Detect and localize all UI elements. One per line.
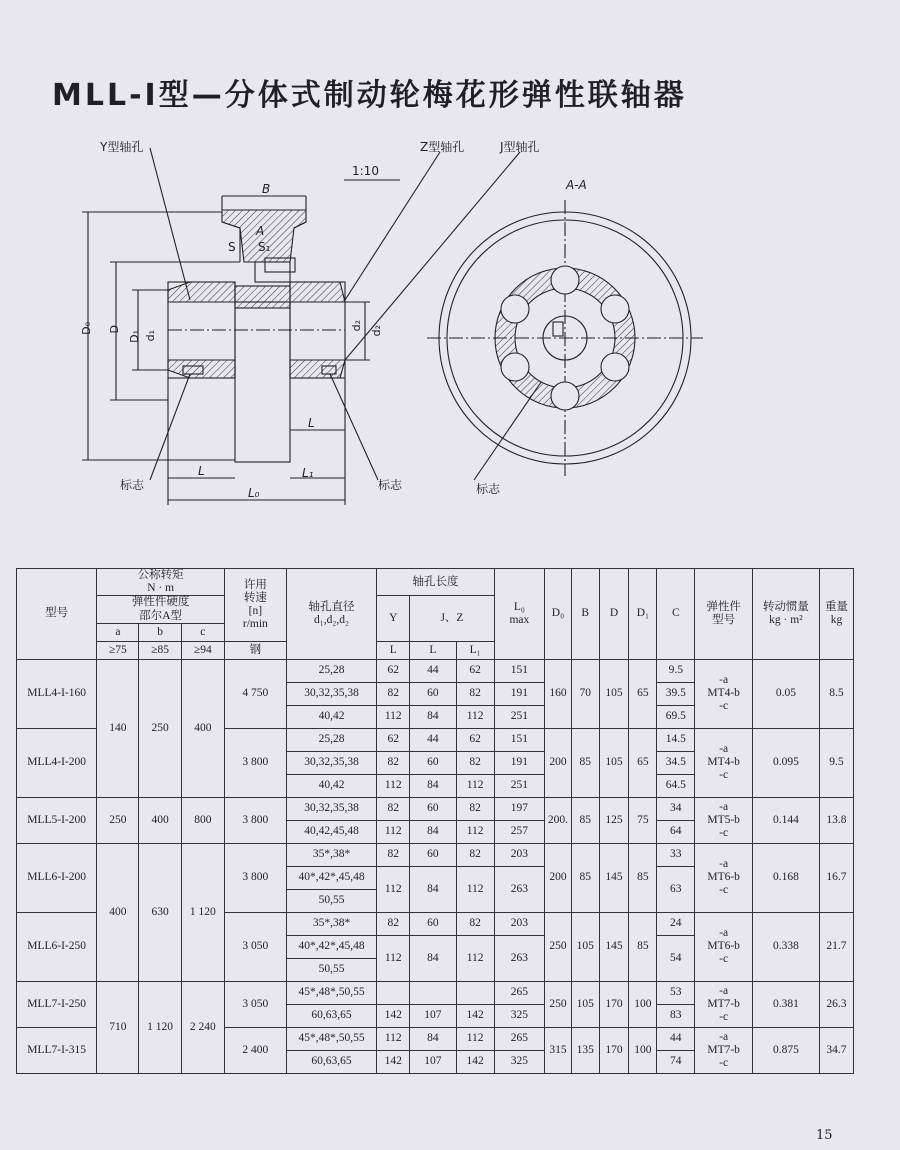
cell-bore: 40,42 bbox=[286, 774, 377, 797]
cell-j bbox=[410, 981, 456, 1004]
cell-inertia: 0.875 bbox=[752, 1027, 819, 1073]
cell-speed: 3 800 bbox=[224, 843, 286, 912]
th-d1: D₁ bbox=[629, 569, 657, 660]
cell-c: 33 bbox=[657, 843, 695, 866]
cell-j: 84 bbox=[410, 935, 456, 981]
label-d1: d₁ bbox=[144, 330, 157, 342]
cell-l0: 151 bbox=[494, 728, 544, 751]
cell-weight: 16.7 bbox=[819, 843, 853, 912]
cell-l1: 112 bbox=[456, 1027, 494, 1050]
th-d: D bbox=[599, 569, 629, 660]
cell-speed: 2 400 bbox=[224, 1027, 286, 1073]
label-d0: D₀ bbox=[80, 322, 93, 335]
cell-bore: 40*,42*,45,48 bbox=[286, 935, 377, 958]
label-mark-1: 标志 bbox=[120, 478, 145, 492]
cell-j: 107 bbox=[410, 1004, 456, 1027]
th-d0: D₀ bbox=[545, 569, 572, 660]
cell-j: 60 bbox=[410, 797, 456, 820]
cell-y: 112 bbox=[377, 866, 410, 912]
cell-weight: 8.5 bbox=[819, 659, 853, 728]
cell-torque-a: 710 bbox=[97, 981, 139, 1073]
cell-speed: 4 750 bbox=[224, 659, 286, 728]
th-bore: 轴孔直径 d₁,d₂,d₂ bbox=[286, 569, 377, 660]
cell-torque-a: 400 bbox=[97, 843, 139, 981]
th-y: Y bbox=[377, 596, 410, 641]
cell-l0: 251 bbox=[494, 774, 544, 797]
page-number: 15 bbox=[816, 1128, 833, 1143]
cell-j: 60 bbox=[410, 843, 456, 866]
cell-j: 60 bbox=[410, 912, 456, 935]
cell-d0: 200 bbox=[545, 843, 572, 912]
cell-l0: 263 bbox=[494, 935, 544, 981]
label-l0: L₀ bbox=[248, 486, 260, 500]
cell-b: 85 bbox=[571, 728, 599, 797]
cell-l0: 203 bbox=[494, 843, 544, 866]
cell-d1: 65 bbox=[629, 728, 657, 797]
cell-y: 62 bbox=[377, 659, 410, 682]
th-weight: 重量 kg bbox=[819, 569, 853, 660]
cell-torque-a: 250 bbox=[97, 797, 139, 843]
cell-model: MLL4-I-200 bbox=[17, 728, 97, 797]
cell-l1: 82 bbox=[456, 797, 494, 820]
cell-bore: 50,55 bbox=[286, 958, 377, 981]
cell-y: 112 bbox=[377, 705, 410, 728]
label-s1: S₁ bbox=[258, 240, 271, 254]
cell-c: 39.5 bbox=[657, 682, 695, 705]
cell-bore: 35*,38* bbox=[286, 843, 377, 866]
cell-l1: 82 bbox=[456, 843, 494, 866]
cell-c: 64 bbox=[657, 820, 695, 843]
cell-bore: 25,28 bbox=[286, 659, 377, 682]
cell-l0: 197 bbox=[494, 797, 544, 820]
cell-y: 142 bbox=[377, 1004, 410, 1027]
cell-d: 105 bbox=[599, 659, 629, 728]
cell-l1: 112 bbox=[456, 935, 494, 981]
th-hardness: 弹性件硬度 邵尔A型 bbox=[97, 596, 225, 623]
cell-c: 34 bbox=[657, 797, 695, 820]
cell-j: 84 bbox=[410, 866, 456, 912]
label-d1-big: D₁ bbox=[128, 330, 141, 343]
th-model: 型号 bbox=[17, 569, 97, 660]
cell-bore: 25,28 bbox=[286, 728, 377, 751]
cell-speed: 3 800 bbox=[224, 797, 286, 843]
th-speed: 许用 转速 [n] r/min bbox=[224, 569, 286, 642]
cell-y: 112 bbox=[377, 935, 410, 981]
cell-c: 64.5 bbox=[657, 774, 695, 797]
cell-torque-b: 400 bbox=[139, 797, 181, 843]
cell-j: 44 bbox=[410, 659, 456, 682]
cell-d1: 85 bbox=[629, 912, 657, 981]
cell-element: -a MT4-b -c bbox=[695, 659, 753, 728]
cell-d0: 250 bbox=[545, 981, 572, 1027]
cell-speed: 3 050 bbox=[224, 912, 286, 981]
cell-d1: 75 bbox=[629, 797, 657, 843]
cell-j: 84 bbox=[410, 820, 456, 843]
th-l-j: L bbox=[410, 641, 456, 659]
label-s: S bbox=[228, 240, 236, 254]
cell-c: 69.5 bbox=[657, 705, 695, 728]
page-title: MLL-I型—分体式制动轮梅花形弹性联轴器 bbox=[52, 78, 687, 113]
cell-inertia: 0.338 bbox=[752, 912, 819, 981]
cell-torque-b: 250 bbox=[139, 659, 181, 797]
th-l1: L₁ bbox=[456, 641, 494, 659]
cell-bore: 30,32,35,38 bbox=[286, 751, 377, 774]
cell-d1: 85 bbox=[629, 843, 657, 912]
label-d2: d₂ bbox=[350, 320, 363, 332]
cell-l0: 325 bbox=[494, 1004, 544, 1027]
label-a: A bbox=[256, 224, 265, 238]
cell-c: 74 bbox=[657, 1050, 695, 1073]
cell-d1: 100 bbox=[629, 1027, 657, 1073]
cell-torque-c: 400 bbox=[181, 659, 224, 797]
label-j-bore: J型轴孔 bbox=[500, 140, 540, 154]
cell-b: 105 bbox=[571, 912, 599, 981]
cell-l1: 112 bbox=[456, 820, 494, 843]
cell-l1: 112 bbox=[456, 705, 494, 728]
cell-l0: 251 bbox=[494, 705, 544, 728]
cell-c: 53 bbox=[657, 981, 695, 1004]
cell-l1: 112 bbox=[456, 866, 494, 912]
cell-y: 82 bbox=[377, 751, 410, 774]
cell-torque-a: 140 bbox=[97, 659, 139, 797]
cell-b: 105 bbox=[571, 981, 599, 1027]
cell-inertia: 0.095 bbox=[752, 728, 819, 797]
cell-j: 60 bbox=[410, 751, 456, 774]
cell-torque-b: 630 bbox=[139, 843, 181, 981]
cell-l0: 265 bbox=[494, 1027, 544, 1050]
cell-d: 125 bbox=[599, 797, 629, 843]
spec-table bbox=[16, 568, 854, 1074]
cell-weight: 34.7 bbox=[819, 1027, 853, 1073]
cell-bore: 60,63,65 bbox=[286, 1050, 377, 1073]
cell-b: 70 bbox=[571, 659, 599, 728]
cell-c: 24 bbox=[657, 912, 695, 935]
cell-l0: 151 bbox=[494, 659, 544, 682]
label-taper: 1:10 bbox=[352, 164, 379, 178]
cell-element: -a MT6-b -c bbox=[695, 912, 753, 981]
cell-c: 14.5 bbox=[657, 728, 695, 751]
label-mark-2: 标志 bbox=[378, 478, 403, 492]
cell-d: 145 bbox=[599, 912, 629, 981]
cell-b: 135 bbox=[571, 1027, 599, 1073]
th-torque: 公称转矩 N · m bbox=[97, 569, 225, 596]
cell-l1: 142 bbox=[456, 1004, 494, 1027]
cell-bore: 50,55 bbox=[286, 889, 377, 912]
cell-l0: 191 bbox=[494, 751, 544, 774]
cell-element: -a MT4-b -c bbox=[695, 728, 753, 797]
th-ga: ≥75 bbox=[97, 641, 139, 659]
cell-y: 62 bbox=[377, 728, 410, 751]
cell-l1: 82 bbox=[456, 682, 494, 705]
cell-d1: 65 bbox=[629, 659, 657, 728]
cell-l1: 142 bbox=[456, 1050, 494, 1073]
cell-model: MLL5-I-200 bbox=[17, 797, 97, 843]
cell-weight: 26.3 bbox=[819, 981, 853, 1027]
cell-b: 85 bbox=[571, 843, 599, 912]
cell-weight: 21.7 bbox=[819, 912, 853, 981]
th-gc: ≥94 bbox=[181, 641, 224, 659]
cell-weight: 9.5 bbox=[819, 728, 853, 797]
cell-l1 bbox=[456, 981, 494, 1004]
cell-l0: 203 bbox=[494, 912, 544, 935]
cell-d0: 160 bbox=[545, 659, 572, 728]
cell-c: 44 bbox=[657, 1027, 695, 1050]
cell-c: 34.5 bbox=[657, 751, 695, 774]
cell-l0: 191 bbox=[494, 682, 544, 705]
cell-torque-b: 1 120 bbox=[139, 981, 181, 1073]
cell-torque-c: 2 240 bbox=[181, 981, 224, 1073]
cell-y: 82 bbox=[377, 912, 410, 935]
th-inertia: 转动惯量 kg · m² bbox=[752, 569, 819, 660]
cell-y: 112 bbox=[377, 1027, 410, 1050]
cell-c: 9.5 bbox=[657, 659, 695, 682]
cell-y: 112 bbox=[377, 820, 410, 843]
th-element: 弹性件 型号 bbox=[695, 569, 753, 660]
th-gb: ≥85 bbox=[139, 641, 181, 659]
cell-bore: 45*,48*,50,55 bbox=[286, 1027, 377, 1050]
cell-bore: 45*,48*,50,55 bbox=[286, 981, 377, 1004]
cell-c: 63 bbox=[657, 866, 695, 912]
cell-bore: 30,32,35,38 bbox=[286, 797, 377, 820]
cell-element: -a MT5-b -c bbox=[695, 797, 753, 843]
label-l-left: L bbox=[198, 464, 205, 478]
cell-l1: 82 bbox=[456, 751, 494, 774]
cell-d: 105 bbox=[599, 728, 629, 797]
cell-bore: 35*,38* bbox=[286, 912, 377, 935]
cell-l0: 263 bbox=[494, 866, 544, 912]
cell-b: 85 bbox=[571, 797, 599, 843]
th-b: B bbox=[571, 569, 599, 660]
th-c-grade: c bbox=[181, 623, 224, 641]
cell-bore: 60,63,65 bbox=[286, 1004, 377, 1027]
cell-y: 82 bbox=[377, 797, 410, 820]
cell-weight: 13.8 bbox=[819, 797, 853, 843]
cell-l1: 82 bbox=[456, 912, 494, 935]
cell-l0: 325 bbox=[494, 1050, 544, 1073]
th-jz: J、Z bbox=[410, 596, 494, 641]
cell-d1: 100 bbox=[629, 981, 657, 1027]
cell-j: 44 bbox=[410, 728, 456, 751]
cell-d: 170 bbox=[599, 1027, 629, 1073]
cell-l0: 257 bbox=[494, 820, 544, 843]
cell-j: 60 bbox=[410, 682, 456, 705]
cell-inertia: 0.381 bbox=[752, 981, 819, 1027]
th-a: a bbox=[97, 623, 139, 641]
cell-model: MLL4-I-160 bbox=[17, 659, 97, 728]
label-y-bore: Y型轴孔 bbox=[100, 140, 144, 154]
cell-j: 84 bbox=[410, 774, 456, 797]
cell-element: -a MT7-b -c bbox=[695, 981, 753, 1027]
cell-model: MLL7-I-250 bbox=[17, 981, 97, 1027]
label-l1: L₁ bbox=[302, 466, 314, 480]
cell-inertia: 0.168 bbox=[752, 843, 819, 912]
th-length: 轴孔长度 bbox=[377, 569, 494, 596]
cell-y bbox=[377, 981, 410, 1004]
label-l-top: L bbox=[308, 416, 315, 430]
label-b: B bbox=[262, 182, 271, 196]
th-b-grade: b bbox=[139, 623, 181, 641]
cell-model: MLL6-I-200 bbox=[17, 843, 97, 912]
cell-bore: 40*,42*,45,48 bbox=[286, 866, 377, 889]
cell-bore: 40,42 bbox=[286, 705, 377, 728]
cell-y: 82 bbox=[377, 843, 410, 866]
cell-inertia: 0.144 bbox=[752, 797, 819, 843]
cell-d: 145 bbox=[599, 843, 629, 912]
cell-y: 82 bbox=[377, 682, 410, 705]
cell-d0: 250 bbox=[545, 912, 572, 981]
cell-model: MLL6-I-250 bbox=[17, 912, 97, 981]
cell-bore: 30,32,35,38 bbox=[286, 682, 377, 705]
cell-d0: 315 bbox=[545, 1027, 572, 1073]
cell-l0: 265 bbox=[494, 981, 544, 1004]
cell-element: -a MT6-b -c bbox=[695, 843, 753, 912]
cell-d0: 200. bbox=[545, 797, 572, 843]
cell-bore: 40,42,45,48 bbox=[286, 820, 377, 843]
cell-c: 83 bbox=[657, 1004, 695, 1027]
th-l-y: L bbox=[377, 641, 410, 659]
cell-y: 142 bbox=[377, 1050, 410, 1073]
label-d: D bbox=[108, 325, 121, 334]
cell-l1: 62 bbox=[456, 659, 494, 682]
cell-j: 84 bbox=[410, 1027, 456, 1050]
label-z-bore: Z型轴孔 bbox=[420, 140, 465, 154]
cell-element: -a MT7-b -c bbox=[695, 1027, 753, 1073]
cell-y: 112 bbox=[377, 774, 410, 797]
cell-inertia: 0.05 bbox=[752, 659, 819, 728]
th-l0: L₀ max bbox=[494, 569, 544, 660]
cell-d: 170 bbox=[599, 981, 629, 1027]
cell-l1: 62 bbox=[456, 728, 494, 751]
label-section: A-A bbox=[566, 178, 587, 192]
label-mark-3: 标志 bbox=[476, 482, 501, 496]
cell-l1: 112 bbox=[456, 774, 494, 797]
cell-c: 54 bbox=[657, 935, 695, 981]
cell-speed: 3 050 bbox=[224, 981, 286, 1027]
cell-j: 107 bbox=[410, 1050, 456, 1073]
label-d2b: d₂ bbox=[370, 325, 383, 337]
cell-model: MLL7-I-315 bbox=[17, 1027, 97, 1073]
cell-torque-c: 800 bbox=[181, 797, 224, 843]
cell-j: 84 bbox=[410, 705, 456, 728]
cell-torque-c: 1 120 bbox=[181, 843, 224, 981]
cell-speed: 3 800 bbox=[224, 728, 286, 797]
th-c: C bbox=[657, 569, 695, 660]
cell-d0: 200 bbox=[545, 728, 572, 797]
th-steel: 钢 bbox=[224, 641, 286, 659]
